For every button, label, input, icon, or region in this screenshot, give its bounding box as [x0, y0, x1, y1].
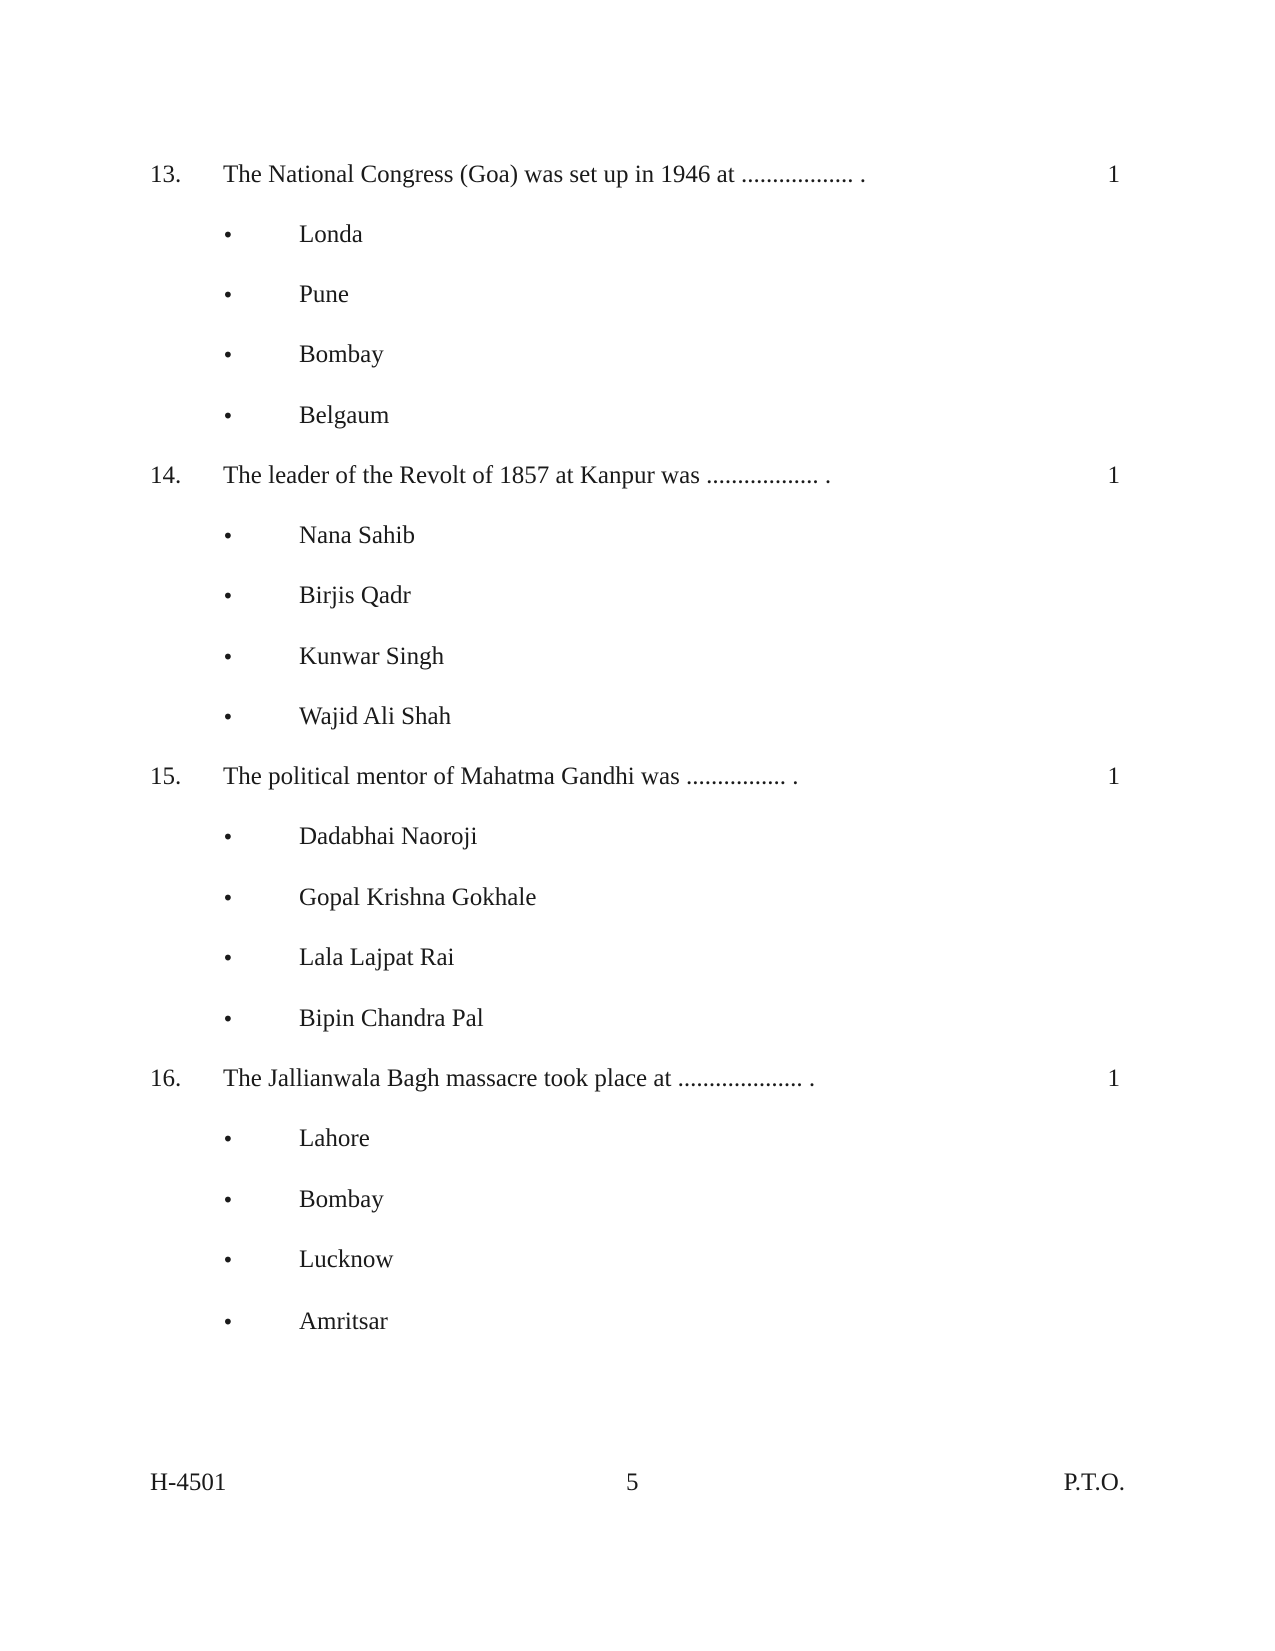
bullet-icon: • — [222, 825, 234, 849]
question-text: The National Congress (Goa) was set up in 1946 at .................. . — [223, 161, 866, 188]
bullet-icon: • — [222, 343, 234, 367]
footer-paper-code: H-4501 — [150, 1469, 227, 1496]
bullet-icon: • — [222, 946, 234, 970]
option-text: Lahore — [299, 1125, 370, 1152]
bullet-icon: • — [222, 1127, 234, 1151]
bullet-icon: • — [222, 1310, 234, 1334]
bullet-icon: • — [222, 645, 234, 669]
question-15 — [150, 759, 1120, 795]
option-text: Lucknow — [299, 1246, 394, 1273]
bullet-icon: • — [222, 705, 234, 729]
option-text: Birjis Qadr — [299, 582, 411, 609]
option-text: Gopal Krishna Gokhale — [299, 884, 537, 911]
question-text: The political mentor of Mahatma Gandhi was ................ . — [223, 763, 799, 790]
option-text: Londa — [299, 221, 363, 248]
option-text: Wajid Ali Shah — [299, 703, 452, 730]
footer-page-number: 5 — [626, 1469, 639, 1496]
question-marks: 1 — [1107, 462, 1120, 489]
option-text: Amritsar — [299, 1308, 388, 1335]
footer-pto: P.T.O. — [1063, 1469, 1125, 1496]
question-14 — [150, 458, 1120, 494]
question-marks: 1 — [1107, 161, 1120, 188]
option-text: Pune — [299, 281, 349, 308]
bullet-icon: • — [222, 283, 234, 307]
option-text: Nana Sahib — [299, 522, 415, 549]
question-number: 16. — [150, 1065, 182, 1092]
question-number: 14. — [150, 462, 182, 489]
bullet-icon: • — [222, 584, 234, 608]
question-text: The Jallianwala Bagh massacre took place at .................... . — [223, 1065, 816, 1092]
bullet-icon: • — [222, 1248, 234, 1272]
option-text: Dadabhai Naoroji — [299, 823, 478, 850]
question-13 — [150, 157, 1120, 193]
question-marks: 1 — [1107, 1065, 1120, 1092]
question-16 — [150, 1061, 1120, 1097]
question-text: The leader of the Revolt of 1857 at Kanpur was .................. . — [223, 462, 832, 489]
option-text: Belgaum — [299, 402, 390, 429]
bullet-icon: • — [222, 404, 234, 428]
bullet-icon: • — [222, 1007, 234, 1031]
option-text: Bombay — [299, 1186, 384, 1213]
question-number: 15. — [150, 763, 182, 790]
option-text: Bipin Chandra Pal — [299, 1005, 484, 1032]
bullet-icon: • — [222, 524, 234, 548]
question-number: 13. — [150, 161, 182, 188]
option-text: Lala Lajpat Rai — [299, 944, 455, 971]
option-text: Bombay — [299, 341, 384, 368]
bullet-icon: • — [222, 1188, 234, 1212]
bullet-icon: • — [222, 886, 234, 910]
bullet-icon: • — [222, 223, 234, 247]
question-marks: 1 — [1107, 763, 1120, 790]
option-text: Kunwar Singh — [299, 643, 445, 670]
